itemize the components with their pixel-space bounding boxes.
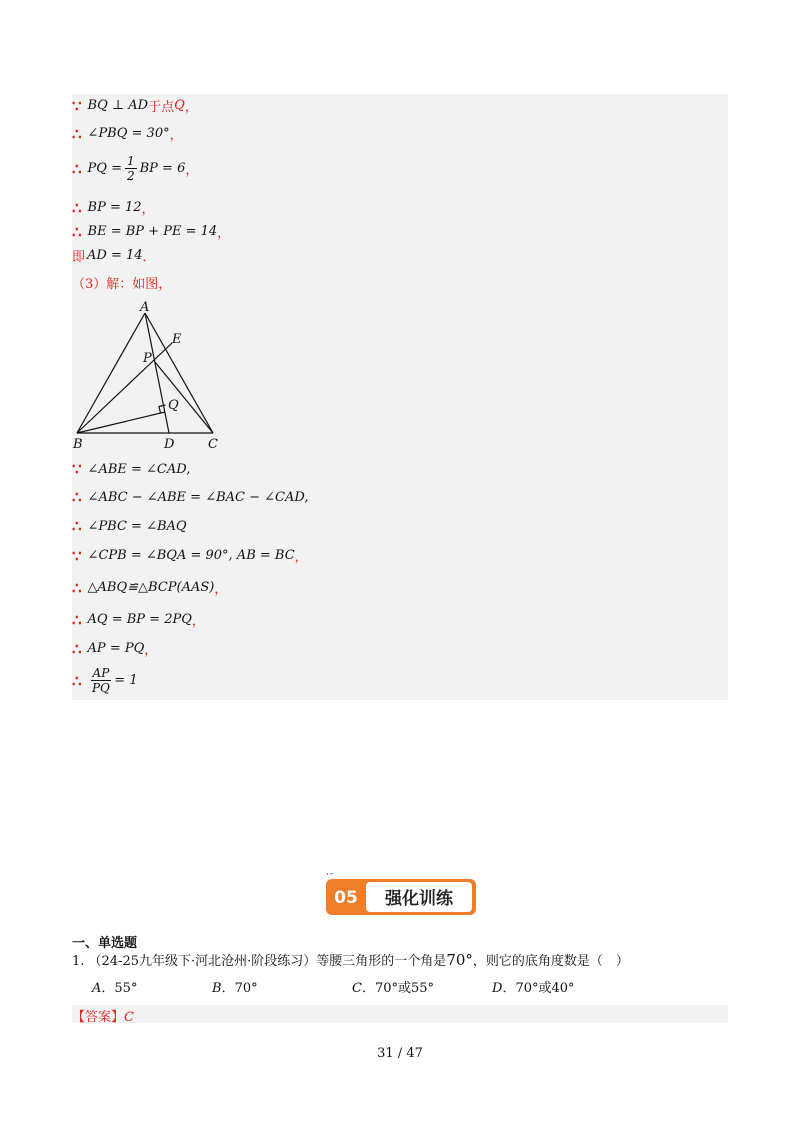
solution-line xyxy=(72,488,308,506)
line-punct: ， xyxy=(294,550,308,565)
banner-title: 强化训练 xyxy=(385,889,453,909)
solution-line xyxy=(72,546,308,565)
page-current: 31 xyxy=(377,1046,394,1061)
label-a: A xyxy=(140,300,150,315)
solution-line xyxy=(72,578,227,597)
segment-ad xyxy=(145,313,169,433)
option-key: A xyxy=(92,981,102,996)
banner-ornament-icon xyxy=(327,873,333,875)
label-q: Q xyxy=(168,398,179,413)
fraction-numerator: 1 xyxy=(126,154,135,168)
line-punct: ， xyxy=(217,226,231,241)
option-key: D xyxy=(492,981,503,996)
option-text: 55° xyxy=(114,981,138,996)
math-expression: ∠CPB = ∠BQA = 90°, AB = BC xyxy=(87,548,295,563)
part-heading: （3）解：如图， xyxy=(72,277,172,292)
option-key: B xyxy=(212,981,222,996)
page-separator: / xyxy=(397,1046,403,1061)
fraction-numerator: AP xyxy=(92,666,110,680)
solution-line xyxy=(72,154,198,183)
section-title: 一、单选题 xyxy=(72,936,138,951)
page-number xyxy=(0,1046,800,1061)
segment-pc xyxy=(155,362,213,433)
question xyxy=(72,950,629,969)
answer-value: C xyxy=(124,1010,134,1025)
math-expression: ∠ABE = ∠CAD, xyxy=(87,461,191,477)
because-symbol: ∵ xyxy=(72,546,82,565)
solution-line xyxy=(72,666,138,695)
math-expression: BE = BP + PE = 14 xyxy=(87,224,218,239)
math-expression: △ABQ≌△BCP(AAS) xyxy=(87,580,215,595)
therefore-symbol: ∴ xyxy=(72,198,82,217)
banner-number: 05 xyxy=(334,888,358,908)
question-angle: 70° xyxy=(446,951,473,969)
math-expression: AD = 14 xyxy=(87,248,143,263)
option-text: 70°或55° xyxy=(374,981,435,996)
solution-line xyxy=(72,222,230,241)
segment-ac xyxy=(145,313,213,433)
option-text: 70°或40° xyxy=(515,981,575,996)
math-expression: AP = PQ xyxy=(87,641,145,656)
solution-panel xyxy=(72,94,728,700)
solution-line xyxy=(72,460,190,478)
question-source: （24-25九年级下·河北沧州·阶段练习） xyxy=(88,954,317,969)
math-expression: ∠PBQ = 30° xyxy=(87,126,170,141)
line-punct: ， xyxy=(185,163,199,178)
question-number: 1. xyxy=(72,954,85,969)
therefore-symbol: ∴ xyxy=(72,517,82,535)
label-d: D xyxy=(164,437,175,451)
option-a[interactable]: A．55° xyxy=(92,981,138,996)
therefore-symbol: ∴ xyxy=(72,159,82,178)
math-expression: BQ ⊥ AD xyxy=(87,98,149,113)
math-expression: AQ = BP = 2PQ xyxy=(87,612,192,627)
segment-be xyxy=(77,343,172,433)
solution-line xyxy=(72,198,155,217)
therefore-symbol: ∴ xyxy=(72,671,82,690)
therefore-symbol: ∴ xyxy=(72,610,82,629)
option-d[interactable]: D．70°或40° xyxy=(492,981,575,996)
math-expression: PQ = xyxy=(87,161,122,176)
label-c: C xyxy=(208,437,218,451)
math-expression: BP = 6 xyxy=(139,161,186,176)
solution-line xyxy=(72,639,157,658)
answer-bar xyxy=(72,1005,728,1023)
fraction xyxy=(125,154,137,183)
therefore-symbol: ∴ xyxy=(72,124,82,143)
math-expression: ∠ABC − ∠ABE = ∠BAC − ∠CAD, xyxy=(87,489,309,505)
option-b[interactable]: B．70° xyxy=(212,981,258,996)
line-punct: ， xyxy=(169,128,183,143)
line-punct: ． xyxy=(142,250,156,265)
page-total: 47 xyxy=(406,1046,423,1061)
solution-line xyxy=(72,517,187,535)
question-text: ，则它的底角度数是（ ） xyxy=(472,954,629,969)
fraction xyxy=(91,666,112,695)
solution-line xyxy=(72,96,198,115)
option-text: 70° xyxy=(234,981,258,996)
namely-word: 即 xyxy=(72,250,86,265)
line-text: Q xyxy=(174,98,185,113)
therefore-symbol: ∴ xyxy=(72,488,82,506)
solution-line xyxy=(72,124,183,143)
therefore-symbol: ∴ xyxy=(72,639,82,658)
label-e: E xyxy=(172,332,182,347)
section-banner xyxy=(324,873,476,917)
segment-ab xyxy=(77,313,145,433)
triangle-diagram xyxy=(72,299,232,451)
line-punct: ， xyxy=(191,614,205,629)
fraction-denominator: PQ xyxy=(91,681,110,695)
segment-bq xyxy=(77,412,165,433)
option-key: C xyxy=(352,981,362,996)
answer-label: 【答案】 xyxy=(72,1010,125,1025)
solution-line xyxy=(72,246,156,265)
label-b: B xyxy=(73,437,83,451)
line-punct: ， xyxy=(184,100,198,115)
therefore-symbol: ∴ xyxy=(72,578,82,597)
option-c[interactable]: C．70°或55° xyxy=(352,981,435,996)
label-p: P xyxy=(143,351,152,366)
line-punct: ， xyxy=(214,582,228,597)
math-expression: BP = 12 xyxy=(87,200,142,215)
therefore-symbol: ∴ xyxy=(72,222,82,241)
line-punct: ， xyxy=(144,643,158,658)
math-expression: ∠PBC = ∠BAQ xyxy=(87,518,187,534)
question-text: 等腰三角形的一个角是 xyxy=(316,954,447,969)
because-symbol: ∵ xyxy=(72,460,82,478)
math-expression: = 1 xyxy=(114,673,138,688)
fraction-denominator: 2 xyxy=(126,169,135,183)
line-punct: ， xyxy=(141,202,155,217)
line-text: 于点 xyxy=(148,100,175,115)
because-symbol: ∵ xyxy=(72,96,82,115)
solution-line xyxy=(72,610,205,629)
